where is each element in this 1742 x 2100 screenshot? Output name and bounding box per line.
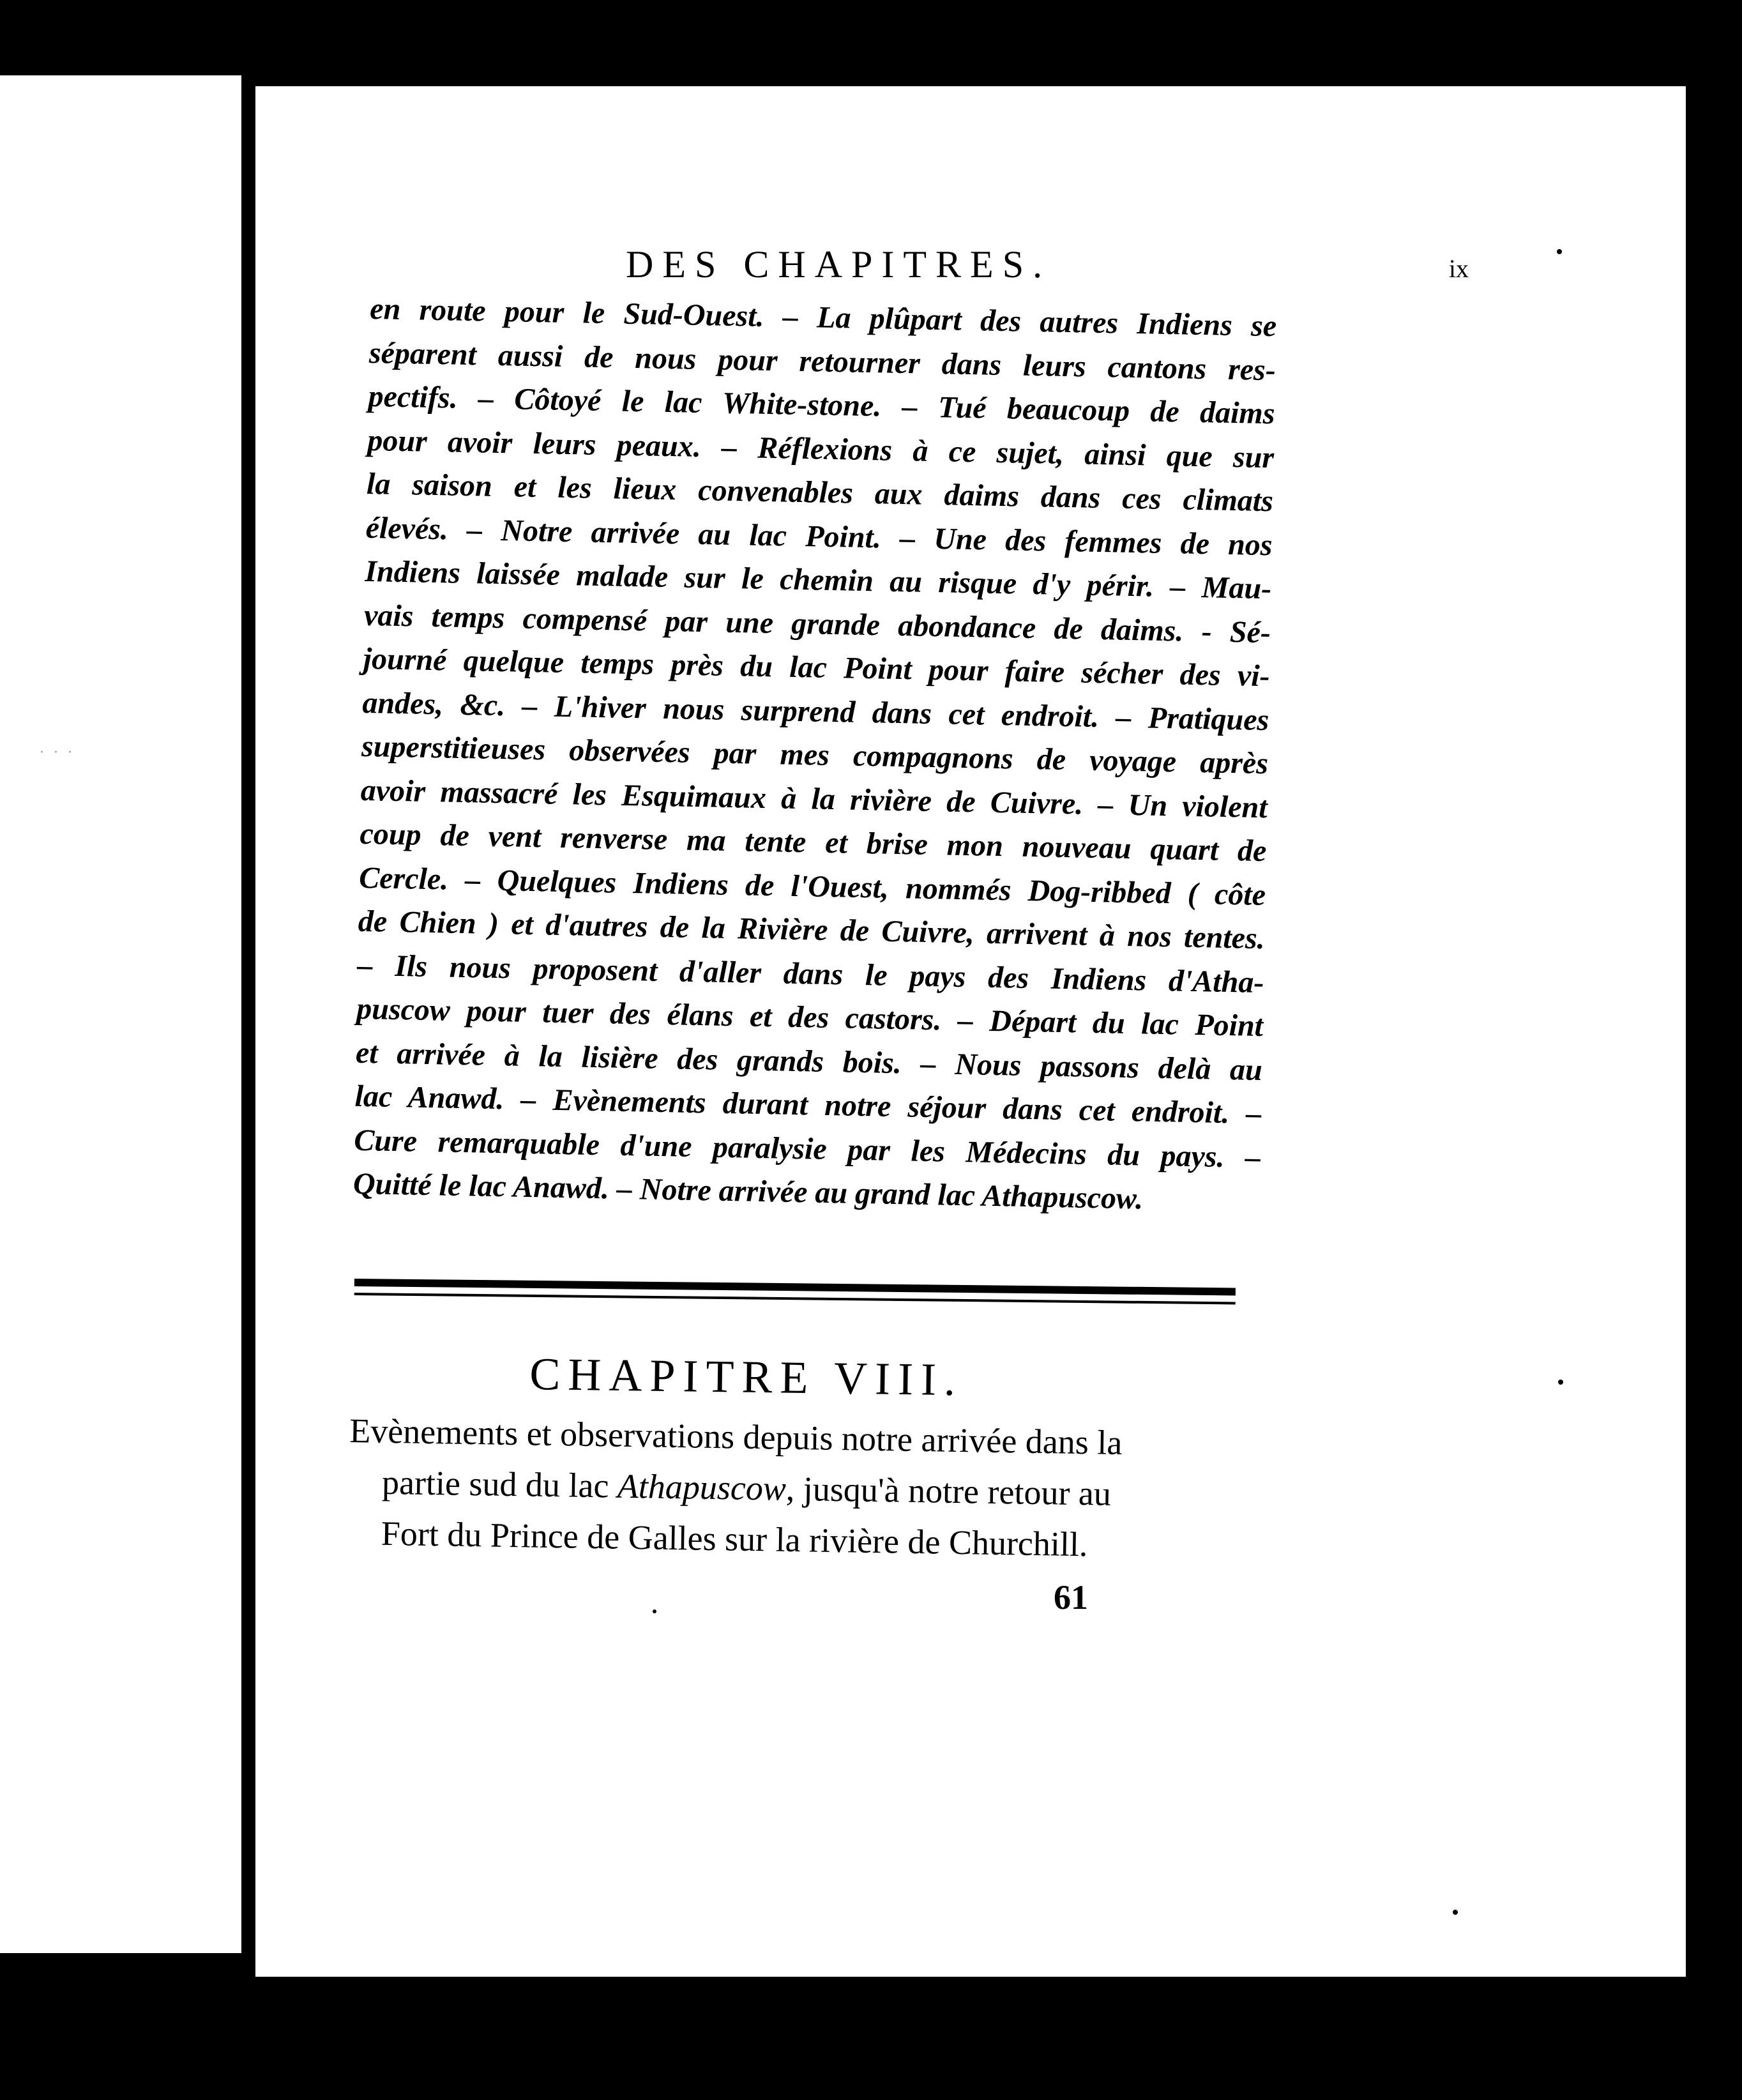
ink-speck bbox=[1453, 1910, 1458, 1915]
summary-line: vais temps compensé par une grande abondance de daims. - Sé- bbox=[363, 598, 1271, 650]
chapter-title: CHAPITRE VIII. bbox=[529, 1348, 964, 1406]
desc-text: partie sud du lac bbox=[381, 1463, 618, 1505]
bleed-through-marks: · · · bbox=[40, 745, 75, 761]
summary-line: pectifs. – Côtoyé le lac White-stone. – Tué beaucoup de daims bbox=[368, 379, 1275, 431]
ink-speck bbox=[653, 1609, 656, 1613]
chapter-desc-line: Fort du Prince de Galles sur la rivière de Churchill. bbox=[381, 1514, 1088, 1564]
summary-line: Cure remarquable d'une paralysie par les Médecins du pays. – bbox=[353, 1123, 1261, 1175]
summary-line: élevés. – Notre arrivée au lac Point. – Une des femmes de nos bbox=[365, 510, 1273, 562]
ink-speck bbox=[1558, 1380, 1563, 1385]
chapter-desc-line: Evènements et observations depuis notre arrivée dans la bbox=[349, 1411, 1123, 1462]
chapter-summary bbox=[352, 287, 1276, 1223]
desc-text: , jusqu'à notre retour au bbox=[785, 1469, 1112, 1513]
summary-line: avoir massacré les Esquimaux à la rivière de Cuivre. – Un violent bbox=[360, 773, 1268, 825]
summary-line: superstitieuses observées par mes compagnons de voyage après bbox=[361, 729, 1269, 781]
facing-page bbox=[0, 75, 241, 1953]
summary-line: andes, &c. – L'hiver nous surprend dans cet endroit. – Pratiques bbox=[362, 685, 1269, 737]
summary-line: pour avoir leurs peaux. – Réflexions à ce sujet, ainsi que sur bbox=[367, 423, 1275, 475]
summary-line: séparent aussi de nous pour retourner dans leurs cantons res- bbox=[368, 335, 1276, 387]
ink-speck bbox=[1557, 249, 1562, 254]
summary-line: en route pour le Sud-Ouest. – La plûpart des autres Indiens se bbox=[369, 291, 1277, 344]
desc-italic-place: Athapuscow bbox=[617, 1466, 787, 1508]
summary-line: journé quelque temps près du lac Point pour faire sécher des vi- bbox=[363, 641, 1271, 694]
running-head bbox=[370, 243, 1469, 287]
chapter-page-reference: 61 bbox=[1054, 1578, 1088, 1617]
page-folio: ix bbox=[1448, 254, 1469, 283]
summary-line: lac Anawd. – Evènements durant notre séjour dans cet endroit. – bbox=[354, 1079, 1262, 1131]
summary-line: Quitté le lac Anawd. – Notre arrivée au grand lac Athapuscow. bbox=[352, 1166, 1144, 1216]
summary-line: et arrivée à la lisière des grands bois. – Nous passons delà au bbox=[355, 1035, 1263, 1087]
summary-line: puscow pour tuer des élans et des castors. – Départ du lac Point bbox=[356, 991, 1264, 1044]
summary-line: de Chien ) et d'autres de la Rivière de Cuivre, arrivent à nos tentes. bbox=[358, 904, 1266, 956]
summary-line: Cercle. – Quelques Indiens de l'Ouest, nommés Dog-ribbed ( côte bbox=[358, 860, 1266, 912]
summary-line: – Ils nous proposent d'aller dans le pays des Indiens d'Atha- bbox=[357, 948, 1264, 1000]
summary-line: Indiens laissée malade sur le chemin au risque d'y périr. – Mau- bbox=[364, 554, 1272, 606]
summary-line: coup de vent renverse ma tente et brise mon nouveau quart de bbox=[360, 816, 1267, 869]
summary-line: la saison et les lieux convenables aux daims dans ces climats bbox=[366, 466, 1274, 519]
running-head-title: DES CHAPITRES. bbox=[626, 243, 1052, 285]
chapter-description bbox=[347, 1405, 1231, 1572]
